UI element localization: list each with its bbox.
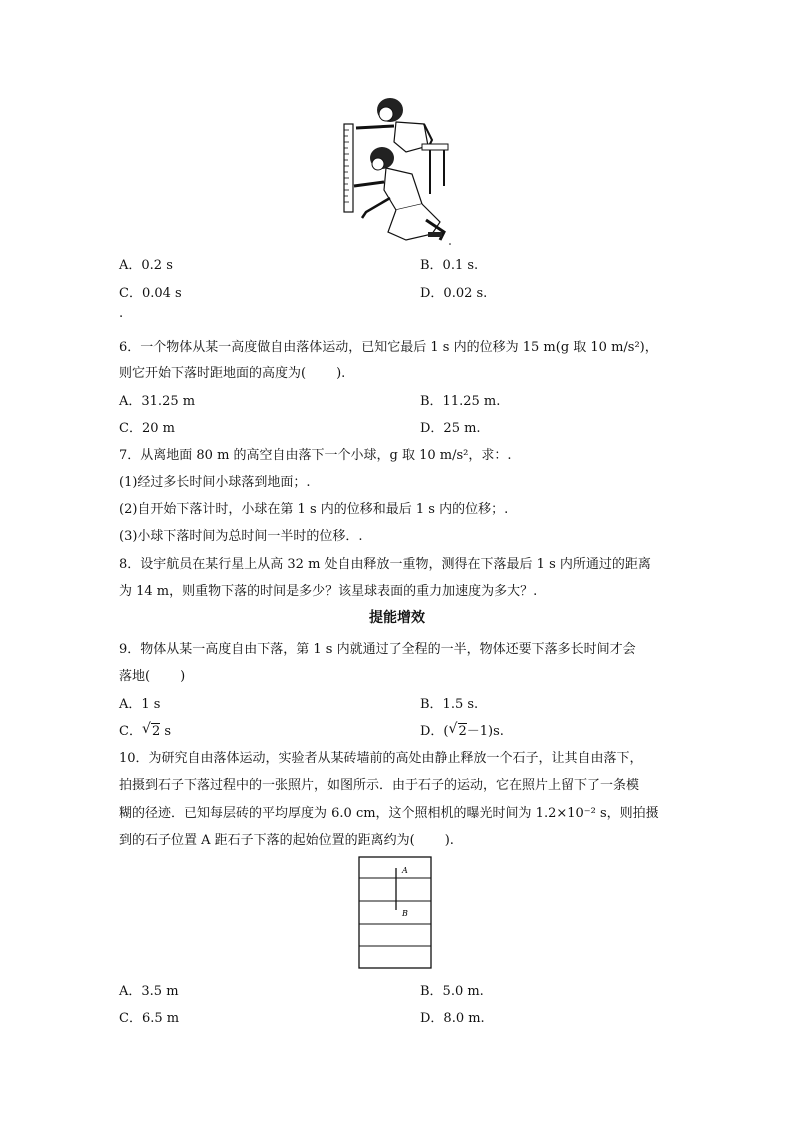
q10-option-b: B．5.0 m. bbox=[420, 984, 484, 999]
q9-option-a: A．1 s bbox=[119, 697, 161, 712]
q7-part2: (2)自开始下落计时，小球在第 1 s 内的位移和最后 1 s 内的位移；. bbox=[119, 502, 509, 517]
q6-option-d: D．25 m. bbox=[420, 421, 481, 436]
point-a-label: A bbox=[402, 866, 408, 875]
q9-option-d: D．( √ 2－1)s. bbox=[420, 721, 504, 739]
q6-option-c: C．20 m bbox=[119, 421, 175, 436]
q10-stem-line2: 拍摄到石子下落过程中的一张照片，如图所示．由于石子的运动，它在照片上留下了一条模 bbox=[119, 778, 640, 793]
q10-stem-line4: 到的石子位置 A 距石子下落的起始位置的距离约为( ). bbox=[119, 833, 454, 848]
q8-stem-line2: 为 14 m，则重物下落的时间是多少？该星球表面的重力加速度为多大？. bbox=[119, 584, 538, 599]
q10-stem-line1: 10．为研究自由落体运动，实验者从某砖墙前的高处由静止释放一个石子，让其自由落下， bbox=[119, 751, 643, 766]
stray-mark: . bbox=[119, 306, 124, 321]
brick-wall-figure bbox=[358, 856, 432, 970]
point-b-label: B bbox=[402, 909, 408, 918]
q6-option-b: B．11.25 m. bbox=[420, 394, 501, 409]
reaction-time-illustration bbox=[336, 94, 452, 246]
q10-stem-line3: 糊的径迹．已知每层砖的平均厚度为 6.0 cm，这个照相机的曝光时间为 1.2×10⁻² s，则拍摄 bbox=[119, 806, 659, 821]
section-title: 提能增效 bbox=[369, 610, 425, 626]
q10-option-d: D．8.0 m. bbox=[420, 1011, 485, 1026]
q9-stem-line2: 落地( ) bbox=[119, 669, 186, 684]
q10-option-c: C．6.5 m bbox=[119, 1011, 180, 1026]
q6-option-a: A．31.25 m bbox=[119, 394, 196, 409]
sqrt-symbol: √ 2 bbox=[448, 721, 467, 739]
q5-option-c: C．0.04 s bbox=[119, 286, 182, 301]
q6-stem-line1: 6．一个物体从某一高度做自由落体运动，已知它最后 1 s 内的位移为 15 m(g 取 10 m/s²)， bbox=[119, 340, 658, 355]
q5-option-b: B．0.1 s. bbox=[420, 258, 479, 273]
q8-stem-line1: 8．设宇航员在某行星上从高 32 m 处自由释放一重物，测得在下落最后 1 s 内所通过的距离 bbox=[119, 557, 651, 572]
q7-part1: (1)经过多长时间小球落到地面；. bbox=[119, 475, 311, 490]
sqrt-symbol: √ 2 bbox=[141, 721, 161, 739]
q7-part3: (3)小球下落时间为总时间一半时的位移．. bbox=[119, 529, 363, 544]
q5-option-d: D．0.02 s. bbox=[420, 286, 488, 301]
q9-option-b: B．1.5 s. bbox=[420, 697, 479, 712]
q7-stem: 7．从离地面 80 m 的高空自由落下一个小球，g 取 10 m/s²，求：. bbox=[119, 448, 512, 463]
q6-stem-line2: 则它开始下落时距地面的高度为( ). bbox=[119, 366, 346, 381]
q9-option-c: C． √ 2 s bbox=[119, 721, 172, 739]
q9-stem-line1: 9．物体从某一高度自由下落，第 1 s 内就通过了全程的一半，物体还要下落多长时间才会 bbox=[119, 642, 636, 657]
q5-option-a: A．0.2 s bbox=[119, 258, 173, 273]
q10-option-a: A．3.5 m bbox=[119, 984, 179, 999]
